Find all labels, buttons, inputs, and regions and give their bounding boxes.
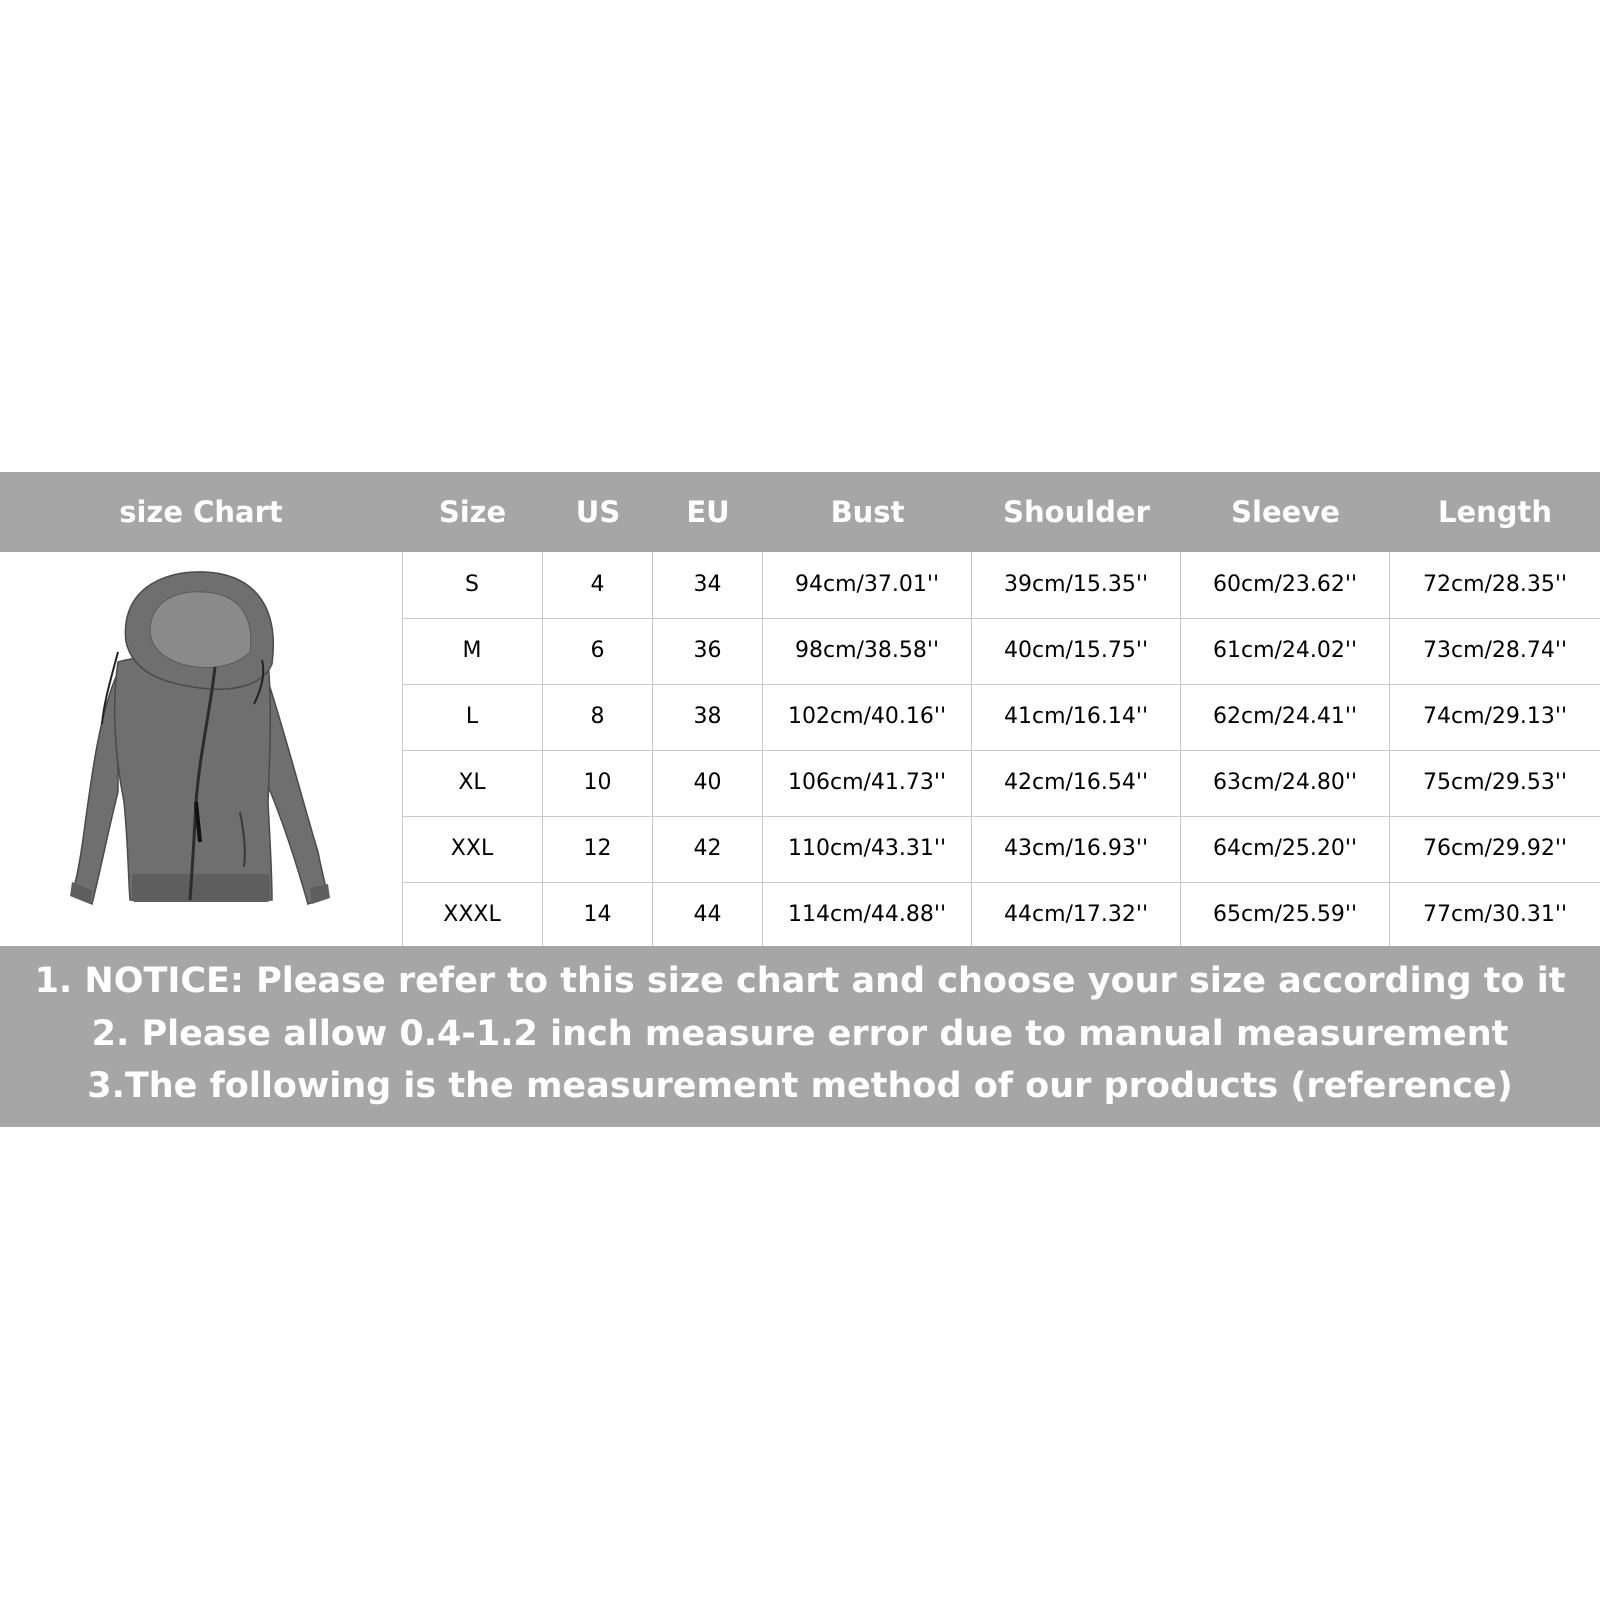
cell-us: 14 (543, 882, 653, 948)
cell-sleeve: 63cm/24.80'' (1181, 750, 1390, 816)
size-chart-title: size Chart (119, 495, 283, 529)
cell-shoulder: 40cm/15.75'' (972, 618, 1181, 684)
cell-eu: 42 (653, 816, 763, 882)
cell-length: 73cm/28.74'' (1422, 638, 1567, 663)
cell-bust: 94cm/37.01'' (763, 552, 972, 618)
notice-line-1: 1. NOTICE: Please refer to this size chart and choose your size according to it (34, 961, 1566, 1001)
cell-size: XXL (402, 816, 543, 882)
cell-size: XL (402, 750, 543, 816)
cell-us: 12 (543, 816, 653, 882)
cell-us: 8 (543, 684, 653, 750)
cell-bust: 106cm/41.73'' (763, 750, 972, 816)
cell-sleeve: 65cm/25.59'' (1181, 882, 1390, 948)
cell-size: XXXL (402, 882, 543, 948)
cell-size: S (402, 552, 543, 618)
col-header-bust: Bust (830, 495, 905, 529)
size-chart (0, 472, 1600, 1127)
col-header-us: US (575, 495, 621, 529)
col-header-length: Length (1437, 495, 1553, 529)
cell-length: 76cm/29.92'' (1422, 836, 1567, 861)
cell-sleeve: 60cm/23.62'' (1181, 552, 1390, 618)
cell-size: L (402, 684, 543, 750)
cell-bust: 98cm/38.58'' (763, 618, 972, 684)
col-header-sleeve: Sleeve (1231, 495, 1340, 529)
cell-bust: 110cm/43.31'' (763, 816, 972, 882)
cell-eu: 38 (653, 684, 763, 750)
cell-us: 10 (543, 750, 653, 816)
cell-shoulder: 39cm/15.35'' (972, 552, 1181, 618)
table-row (402, 750, 1600, 816)
notice-line-2: 2. Please allow 0.4-1.2 inch measure error due to manual measurement (91, 1014, 1509, 1054)
product-image-cell (0, 552, 402, 946)
col-header-shoulder: Shoulder (1003, 495, 1150, 529)
cell-eu: 36 (653, 618, 763, 684)
cell-sleeve: 61cm/24.02'' (1181, 618, 1390, 684)
cell-shoulder: 43cm/16.93'' (972, 816, 1181, 882)
cell-bust: 102cm/40.16'' (763, 684, 972, 750)
cell-shoulder: 44cm/17.32'' (972, 882, 1181, 948)
table-row (402, 552, 1600, 618)
cell-length: 77cm/30.31'' (1422, 902, 1567, 927)
cell-eu: 44 (653, 882, 763, 948)
notice-line-3: 3.The following is the measurement method of our products (reference) (87, 1066, 1513, 1106)
size-table (402, 552, 1600, 946)
cell-sleeve: 64cm/25.20'' (1181, 816, 1390, 882)
hoodie-icon (0, 552, 402, 946)
cell-us: 4 (543, 552, 653, 618)
cell-length: 75cm/29.53'' (1422, 770, 1567, 795)
cell-shoulder: 41cm/16.14'' (972, 684, 1181, 750)
table-row (402, 816, 1600, 882)
cell-length: 74cm/29.13'' (1422, 704, 1567, 729)
size-chart-header (0, 472, 1600, 552)
table-row (402, 618, 1600, 684)
cell-shoulder: 42cm/16.54'' (972, 750, 1181, 816)
cell-length: 72cm/28.35'' (1422, 572, 1567, 597)
cell-us: 6 (543, 618, 653, 684)
cell-sleeve: 62cm/24.41'' (1181, 684, 1390, 750)
cell-eu: 34 (653, 552, 763, 618)
notice-band (0, 946, 1600, 1127)
col-header-eu: EU (686, 495, 730, 529)
table-row (402, 882, 1600, 948)
cell-bust: 114cm/44.88'' (763, 882, 972, 948)
col-header-size: Size (438, 495, 507, 529)
cell-size: M (402, 618, 543, 684)
table-row (402, 684, 1600, 750)
cell-eu: 40 (653, 750, 763, 816)
